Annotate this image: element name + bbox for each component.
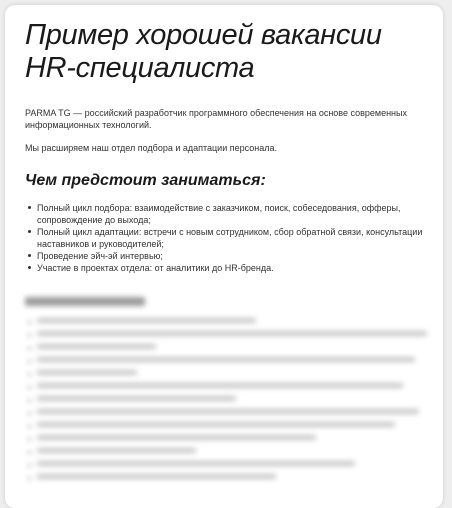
duties-heading: Чем предстоит заниматься: <box>25 172 266 189</box>
blurred-text-line <box>37 344 156 349</box>
blurred-list-item <box>37 409 435 419</box>
duty-item: Полный цикл адаптации: встречи с новым сотрудником, сбор обратной связи, консультации наставников и руководителей; <box>37 226 443 250</box>
intro-paragraph-team: Мы расширяем наш отдел подбора и адаптации персонала. <box>25 143 277 153</box>
blurred-list-item <box>37 435 435 445</box>
vacancy-card <box>5 5 443 508</box>
blurred-text-line <box>37 331 427 336</box>
blurred-section-heading <box>25 297 435 306</box>
blurred-list-item <box>37 396 435 406</box>
duty-item: Проведение эйч-эй интервью; <box>37 250 443 262</box>
blurred-text-line <box>37 370 137 375</box>
blurred-text-line <box>37 383 403 388</box>
blurred-offer-section <box>25 295 435 487</box>
blurred-list-item <box>37 318 435 328</box>
blurred-list-item <box>37 344 435 354</box>
blurred-text-line <box>37 448 196 453</box>
blurred-list-item <box>37 357 435 367</box>
blurred-text-line <box>37 422 395 427</box>
blurred-list-item <box>37 461 435 471</box>
blurred-list-item <box>37 474 435 484</box>
blurred-list <box>25 318 435 484</box>
blurred-text-line <box>37 409 419 414</box>
blurred-list-item <box>37 383 435 393</box>
blurred-list-item <box>37 331 435 341</box>
duties-list <box>25 202 443 274</box>
blurred-text-line <box>37 318 256 323</box>
intro-paragraph-company: PARMA TG — российский разработчик программного обеспечения на основе современных информационных технологий. <box>25 108 407 130</box>
blurred-text-line <box>37 461 355 466</box>
blurred-text-line <box>37 474 276 479</box>
blurred-text-line <box>37 435 316 440</box>
blurred-list-item <box>37 448 435 458</box>
page-title: Пример хорошей вакансии HR-специалиста <box>25 19 382 84</box>
duty-item: Полный цикл подбора: взаимодействие с заказчиком, поиск, собеседования, офферы, сопровождение до выхода; <box>37 202 443 226</box>
blurred-text-line <box>37 357 415 362</box>
duty-item: Участие в проектах отдела: от аналитики до HR-бренда. <box>37 262 443 274</box>
blurred-list-item <box>37 422 435 432</box>
blurred-list-item <box>37 370 435 380</box>
blurred-text-line <box>37 396 236 401</box>
